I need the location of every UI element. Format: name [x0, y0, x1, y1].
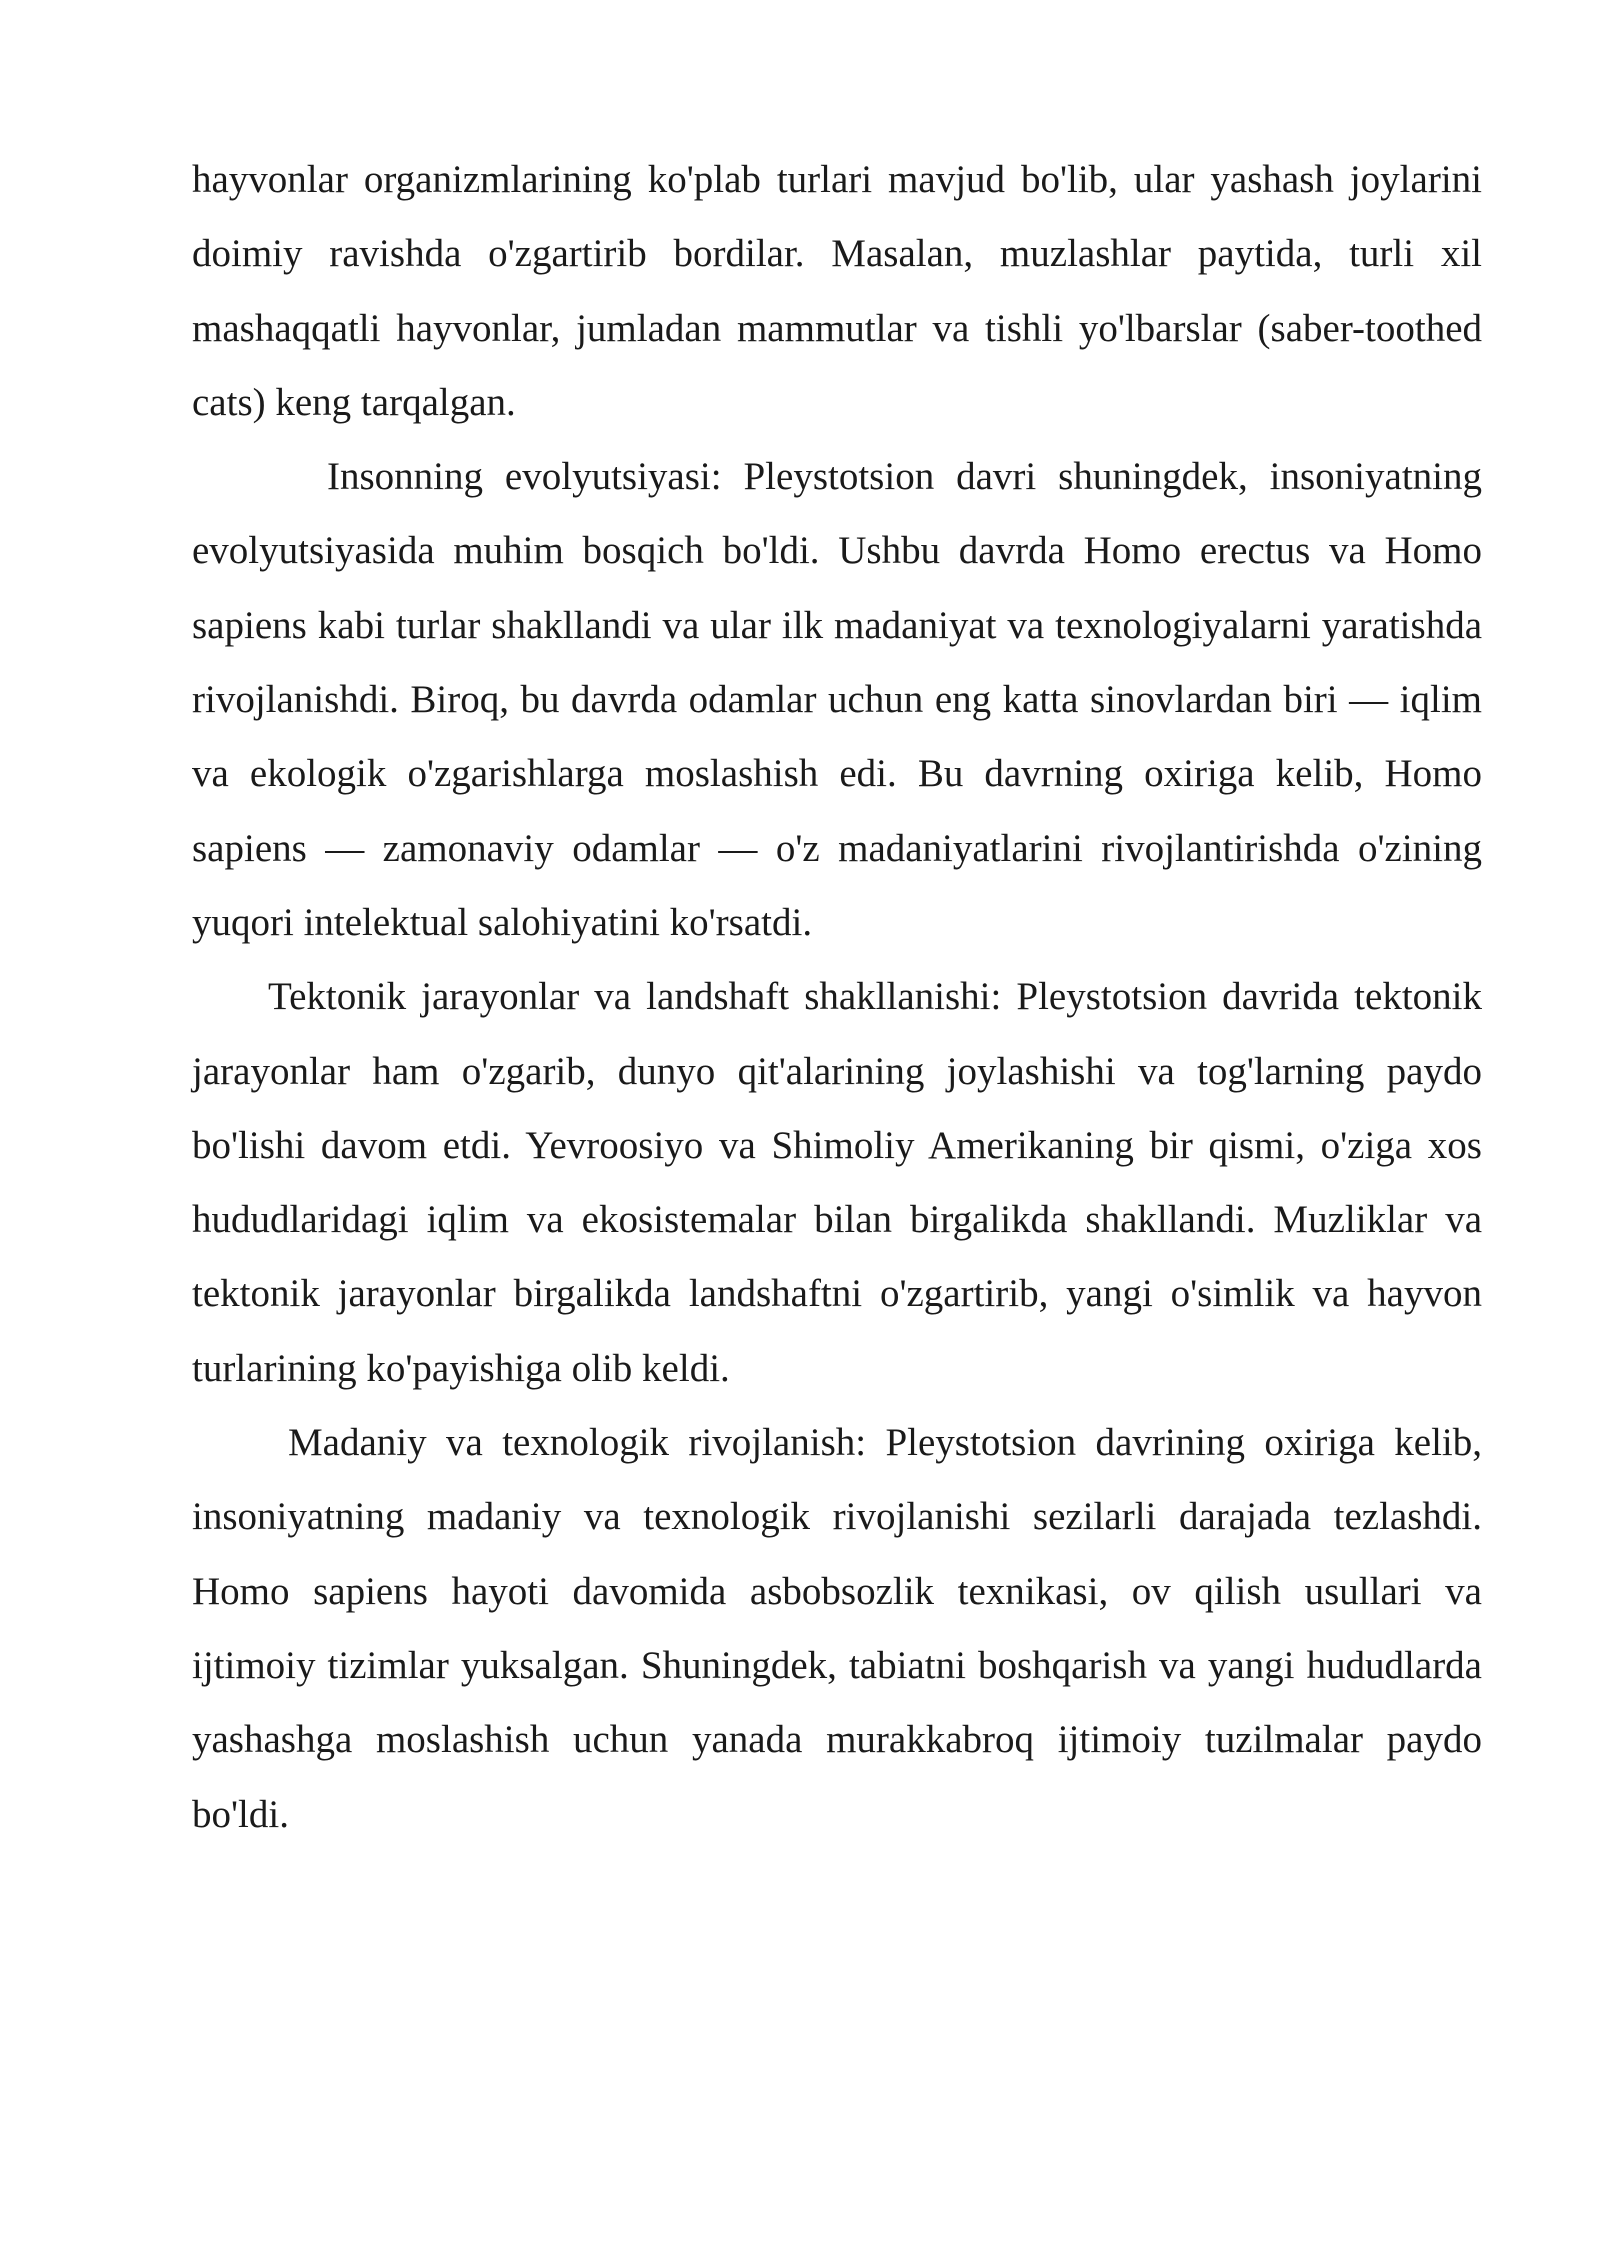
paragraph-continued: hayvonlar organizmlarining ko'plab turlari mavjud bo'lib, ular yashash joylarini doimiy ravishda o'zgartirib bordilar. Masalan, muzlashlar paytida, turli xil mashaqqatli hayvonlar, jumladan mammutlar va tishli yo'lbarslar (saber-toothed cats) keng tarqalgan. — [192, 158, 1482, 424]
document-body — [192, 143, 1482, 1852]
paragraph-tektonik-jarayonlar: Tektonik jarayonlar va landshaft shakllanishi: Pleystotsion davrida tektonik jarayonlar ham o'zgarib, dunyo qit'alarining joylashishi va tog'larning paydo bo'lishi davom etdi. Yevroosiyo va Shimoliy Amerikaning bir qismi, o'ziga xos hududlaridagi iqlim va ekosistemalar bilan birgalikda shakllandi. Muzliklar va tektonik jarayonlar birgalikda landshaftni o'zgartirib, yangi o'simlik va hayvon turlarining ko'payishiga olib keldi. — [192, 975, 1482, 1390]
paragraph-madaniy-texnologik: Madaniy va texnologik rivojlanish: Pleystotsion davrining oxiriga kelib, insoniyatning madaniy va texnologik rivojlanishi sezilarli darajada tezlashdi. Homo sapiens hayoti davomida asbobsozlik texnikasi, ov qilish usullari va ijtimoiy tizimlar yuksalgan. Shuningdek, tabiatni boshqarish va yangi hududlarda yashashga moslashish uchun yanada murakkabroq ijtimoiy tuzilmalar paydo bo'ldi. — [192, 1421, 1482, 1836]
paragraph-insonning-evolyutsiyasi: Insonning evolyutsiyasi: Pleystotsion davri shuningdek, insoniyatning evolyutsiyasida muhim bosqich bo'ldi. Ushbu davrda Homo erectus va Homo sapiens kabi turlar shakllandi va ular ilk madaniyat va texnologiyalarni yaratishda rivojlanishdi. Biroq, bu davrda odamlar uchun eng katta sinovlardan biri — iqlim va ekologik o'zgarishlarga moslashish edi. Bu davrning oxiriga kelib, Homo sapiens — zamonaviy odamlar — o'z madaniyatlarini rivojlantirishda o'zining yuqori intelektual salohiyatini ko'rsatdi. — [192, 455, 1482, 944]
